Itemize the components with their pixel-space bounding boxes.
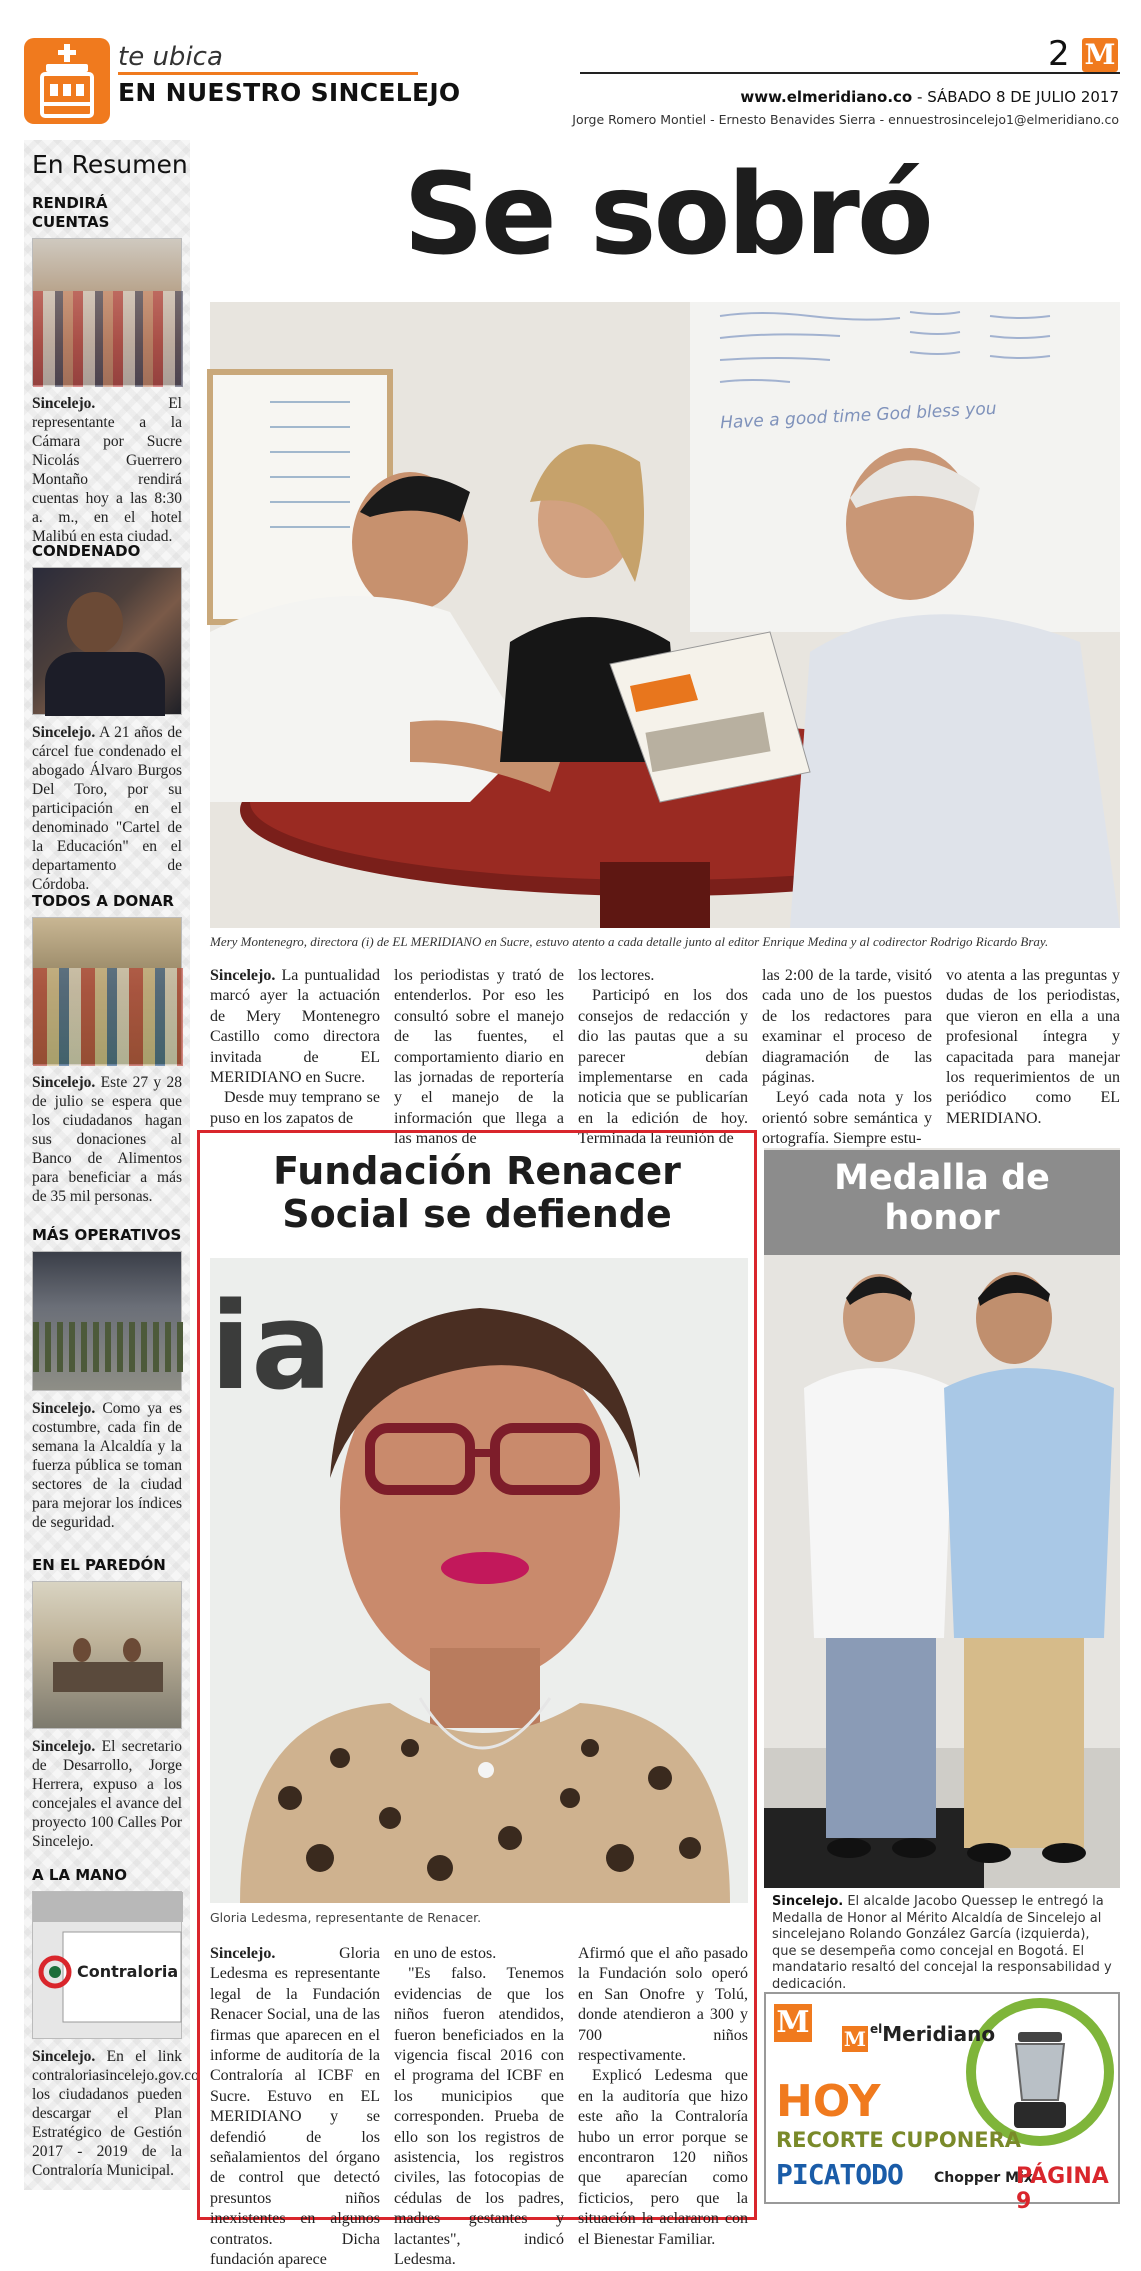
summary-text: Sincelejo. Este 27 y 28 de julio se espera que los ciudadanos hagan sus donaciones al Banco de Alimentos para beneficiar a más de 35 mil personas. xyxy=(32,1074,182,1205)
summary-item xyxy=(32,1556,182,1851)
ad-picatodo: PICATODO xyxy=(776,2158,903,2191)
ad-brand: $^{el}$Meridiano xyxy=(870,2022,996,2046)
website-link[interactable]: www.elmeridiano.co xyxy=(740,88,913,106)
summary-item xyxy=(32,1866,199,2180)
summary-head: MÁS OPERATIVOS xyxy=(32,1226,182,1244)
ad-hoy: HOY xyxy=(776,2076,881,2127)
summary-photo xyxy=(32,238,182,386)
summary-head: EN EL PAREDÓN xyxy=(32,1556,166,1574)
summary-photo xyxy=(32,1581,182,1729)
background-sign: ia xyxy=(210,1278,333,1417)
credits: Jorge Romero Montiel - Ernesto Benavides Sierra - ennuestrosincelejo1@elmeridiano.co xyxy=(572,112,1119,127)
summary-item xyxy=(32,542,182,894)
summary-head: TODOS A DONAR xyxy=(32,892,174,910)
summary-photo xyxy=(32,917,182,1065)
main-photo xyxy=(210,302,1120,928)
section-kicker: te ubica xyxy=(118,42,223,72)
story-photo-caption: Gloria Ledesma, representante de Renacer. xyxy=(210,1910,482,1925)
article-column: los periodistas y trató de entenderlos. Por eso les consultó sobre el manejo de las fuentes, el comportamiento diario en las jornadas de reportería y el manejo de la información que llega a las manos de xyxy=(394,967,564,1148)
main-headline: Se sobró xyxy=(403,150,931,280)
article-column: vo atenta a las preguntas y dudas de los periodistas, que vieron en ella a una profesional íntegra y capacitada para manejar los requerimientos de un periódico como EL MERIDIANO. xyxy=(946,967,1120,1127)
summary-text: Sincelejo. En el link contraloriasincelejo.gov.co los ciudadanos pueden descargar el Plan Estratégico de Gestión 2017 - 2019 de la Contraloría Municipal. xyxy=(32,2048,199,2179)
article-column: Sincelejo. Gloria Ledesma es representante legal de la Fundación Renacer Social, una de las firmas que aparecen en el informe de auditoría de la Contraloría al ICBF en Sucre. Estuvo en EL MERIDIANO y se defendió de los señalamientos del órgano de control que detectó presuntos niños inexistentes en algunos contratos. Dicha fundación aparece xyxy=(210,1945,380,2269)
story-headline: Fundación Renacer Social se defiende xyxy=(273,1149,681,1236)
summary-item xyxy=(32,892,182,1206)
article-column: Sincelejo. La puntualidad marcó ayer la actuación de Mery Montenegro Castillo como directora invitada de EL MERIDIANO en Sucre. Desde muy temprano se puso en los zapatos de xyxy=(210,967,380,1127)
sidebar-summary xyxy=(24,140,199,2190)
ad-pagina: PÁGINA 9 xyxy=(1016,2164,1109,2214)
ad-chopper: Chopper Mix xyxy=(934,2170,1033,2186)
meridiano-logo: M xyxy=(1082,38,1118,72)
medal-photo xyxy=(764,1148,1120,1888)
article-column: en uno de estos. "Es falso. Tenemos evidencias de que los niños fueron atendidos, fueron beneficiados en la vigencia fiscal 2016 con el programa del ICBF en los municipios que corresponden. Prueba de ello son los registros de asistencia, los registros civiles, las fotocopias de cédulas de los padres, madres gestantes y lactantes", indicó Ledesma. xyxy=(394,1945,564,2269)
section-title: EN NUESTRO SINCELEJO xyxy=(118,78,461,107)
ad-recorte: RECORTE CUPONERA xyxy=(776,2128,1022,2152)
summary-photo xyxy=(32,567,182,715)
blender-icon xyxy=(998,2024,1088,2134)
article-column: Afirmó que el año pasado la Fundación solo operó en San Onofre y Tolú, donde atendieron a 300 y 700 niños respectivamente. Explicó Ledesma que en la auditoría que hizo este año la Contraloría hubo un error porque se encontraron 120 niños que aparecían como ficticios, pero que la situación la aclararon con el Bienestar Familiar. xyxy=(578,1945,748,2248)
summary-text: Sincelejo. El representante a la Cámara por Sucre Nicolás Guerrero Montaño rendirá cuentas hoy a las 8:30 a. m., en el hotel Malibú en esta ciudad. xyxy=(32,395,182,545)
dateline xyxy=(740,88,1119,106)
page-number: 2 xyxy=(1048,34,1070,74)
main-photo-caption: Mery Montenegro, directora (i) de EL MERIDIANO en Sucre, estuvo atento a cada detalle junto al editor Enrique Medina y al codirector Rodrigo Ricardo Bray. xyxy=(210,934,1049,949)
article-column: las 2:00 de la tarde, visitó cada uno de los puestos de los redactores para examinar el proceso de diagramación de las páginas. Leyó cada nota y los orientó sobre semántica y ortografía. Siempre estu- xyxy=(762,967,932,1148)
summary-photo xyxy=(32,1251,182,1391)
contraloria-sign: Contraloria xyxy=(77,1962,179,1981)
header-rule xyxy=(580,72,1120,74)
summary-head: CONDENADO xyxy=(32,542,141,560)
ad-logo: M xyxy=(774,2004,812,2042)
summary-head: A LA MANO xyxy=(32,1866,128,1884)
summary-text: Sincelejo. A 21 años de cárcel fue condenado el abogado Álvaro Burgos Del Toro, por su participación en el denominado "Cartel de la Educación" en el departamento de Córdoba. xyxy=(32,724,182,893)
date: - SÁBADO 8 DE JULIO 2017 xyxy=(917,88,1119,106)
ad-brand-logo: M xyxy=(843,2027,867,2051)
story-photo xyxy=(210,1258,748,1903)
summary-head: RENDIRÁ CUENTAS xyxy=(32,194,110,231)
summary-photo xyxy=(32,1891,182,2039)
sidebar-title: En Resumen xyxy=(32,150,188,179)
summary-item xyxy=(32,194,182,546)
whiteboard-text: Have a good time God bless you xyxy=(719,398,997,434)
summary-text: Sincelejo. El secretario de Desarrollo, Jorge Herrera, expuso a los concejales el avance del proyecto 100 Calles Por Sincelejo. xyxy=(32,1738,182,1850)
medal-caption: Sincelejo. El alcalde Jacobo Quessep le entregó la Medalla de Honor al Mérito Alcaldía de Sincelejo al sincelejano Rolando González García (izquierda), que se desempeña como concejal en Bogotá. El mandatario resaltó del concejal la responsabilidad y dedicación. xyxy=(772,1894,1112,1992)
medal-title: Medalla de honor xyxy=(834,1158,1050,1238)
cuponera-ad[interactable] xyxy=(764,1992,1120,2214)
section-divider xyxy=(118,72,418,75)
section-logo-icon xyxy=(24,38,110,124)
summary-text: Sincelejo. Como ya es costumbre, cada fin de semana la Alcaldía y la fuerza pública se toman sectores de la ciudad para mejorar los índices de seguridad. xyxy=(32,1400,182,1531)
summary-item xyxy=(32,1226,182,1532)
article-column: los lectores. Participó en los dos consejos de redacción y dio las pautas que a su parecer debían implementarse en cada noticia que se publicarían en la edición de hoy. Terminada la reunión de xyxy=(578,967,748,1148)
